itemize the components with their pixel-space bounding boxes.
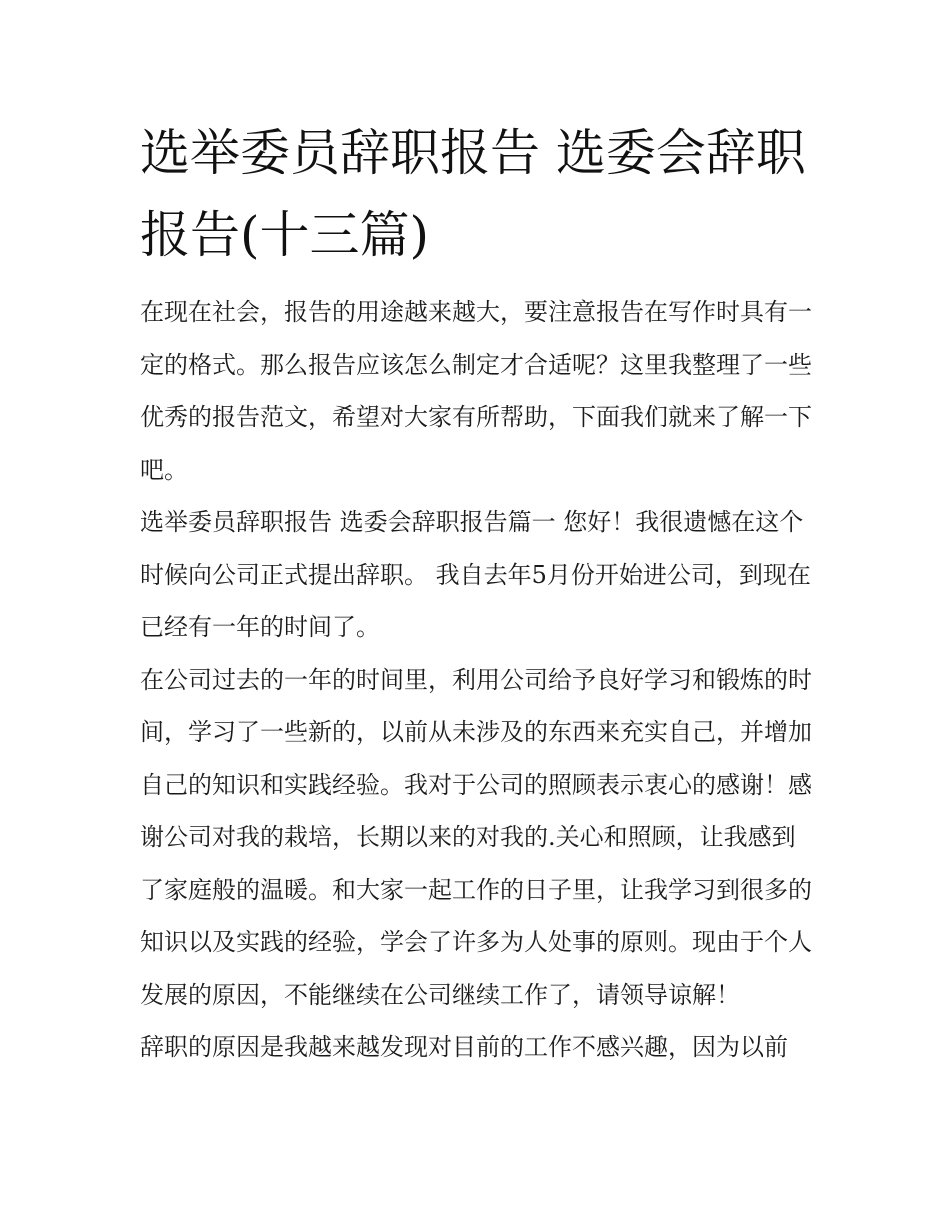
document-title: 选举委员辞职报告 选委会辞职报告(十三篇): [140, 124, 806, 264]
paragraph-intro: 在现在社会，报告的用途越来越大，要注意报告在写作时具有一定的格式。那么报告应该怎么制定才合适呢？这里我整理了一些优秀的报告范文，希望对大家有所帮助，下面我们就来了解一下吧。: [140, 298, 812, 484]
paragraph-gratitude: 在公司过去的一年的时间里，利用公司给予良好学习和锻炼的时间，学习了一些新的，以前从未涉及的东西来充实自己，并增加自己的知识和实践经验。我对于公司的照顾表示衷心的感谢！感谢公司对我的栽培，长期以来的对我的.关心和照顾，让我感到了家庭般的温暖。和大家一起工作的日子里，让我学习到很多的知识以及实践的经验，学会了许多为人处事的原则。现由于个人发展的原因，不能继续在公司继续工作了，请领导谅解！: [140, 665, 812, 1009]
document-content: [140, 112, 812, 1074]
paragraph-reason: 辞职的原因是我越来越发现对目前的工作不感兴趣，因为以前: [140, 1033, 788, 1061]
paragraph-greeting: 选举委员辞职报告 选委会辞职报告篇一 您好！我很遗憾在这个时候向公司正式提出辞职。 我自去年5月份开始进公司，到现在已经有一年的时间了。: [140, 508, 811, 641]
document-body: [140, 286, 812, 1074]
